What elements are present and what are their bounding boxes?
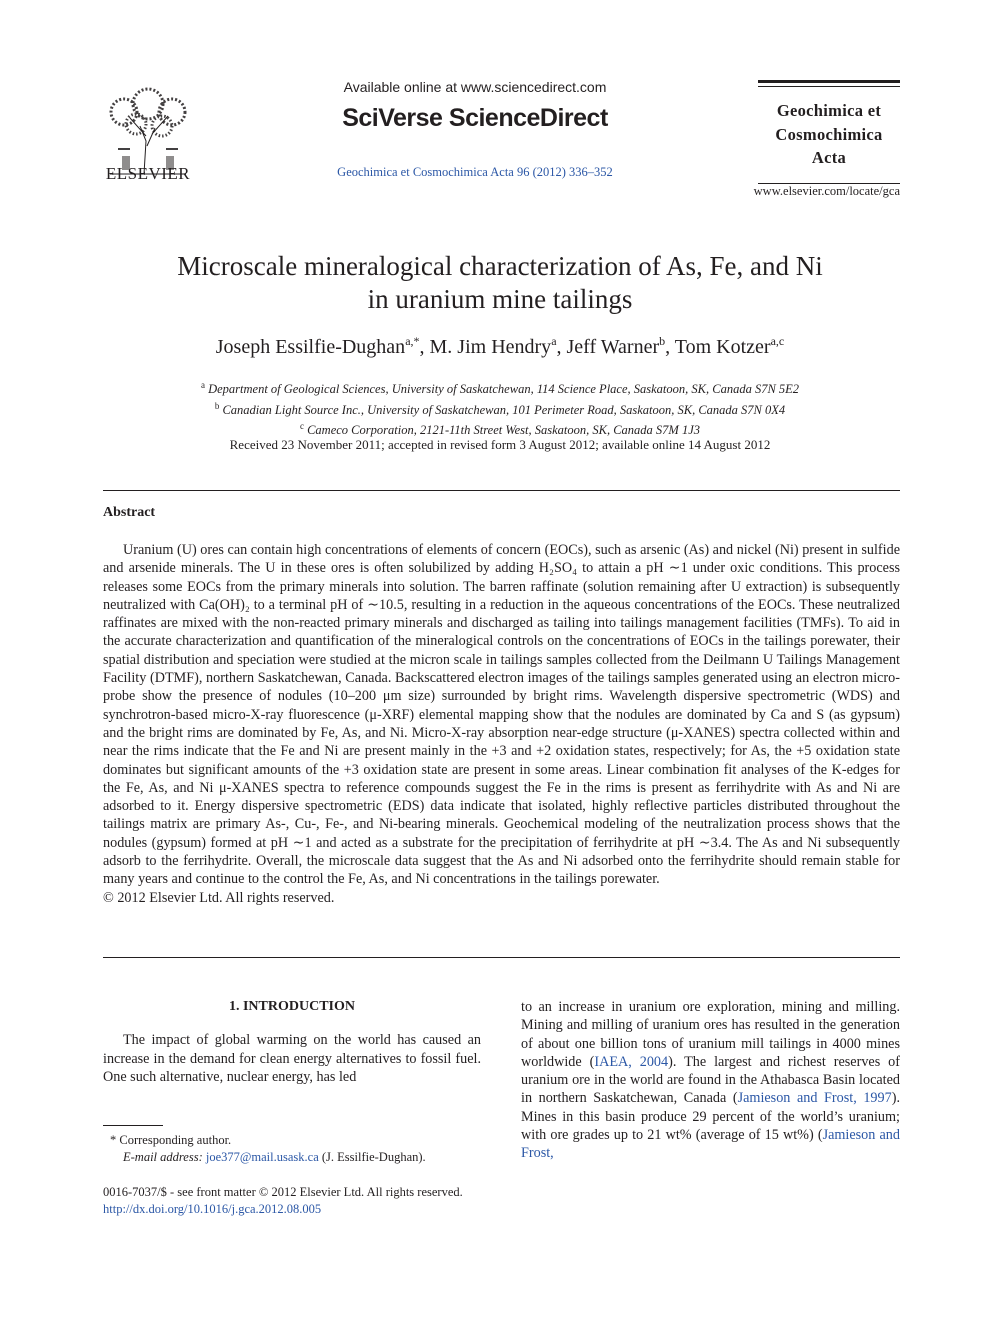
reference-link[interactable]: IAEA, 2004 [594, 1053, 669, 1070]
affiliation-marker: c [299, 421, 304, 432]
author-separator: , [419, 336, 430, 358]
journal-title-line: Acta [811, 148, 847, 167]
journal-title-box [758, 80, 900, 184]
abstract-body [103, 541, 900, 907]
sciverse-sciencedirect-logo: SciVerse ScienceDirect [342, 104, 608, 132]
journal-homepage-url[interactable]: www.elsevier.com/locate/gca [753, 184, 900, 198]
author-name: Tom Kotzer [674, 336, 771, 358]
affiliation-line [100, 398, 900, 419]
author-affiliation-marker[interactable]: a,* [405, 334, 420, 348]
issn-line: 0016-7037/$ - see front matter © 2012 Elsevier Ltd. All rights reserved. [103, 1185, 463, 1199]
author-affiliation-marker[interactable]: a,c [770, 334, 785, 348]
copyright-notice: © 2012 Elsevier Ltd. All rights reserved. [103, 889, 335, 906]
author-affiliation-marker[interactable]: b [659, 334, 666, 348]
title-line: in uranium mine tailings [367, 284, 633, 314]
right-column [521, 998, 900, 1163]
body-text: ). Mines in this basin produce 29 percent of the world’s uranium; with ore grades up to 21 wt% (average of 15 wt%) ( [521, 1090, 900, 1144]
affiliation-text: Cameco Corporation, 2121-11th Street West, Saskatoon, SK, Canada S7M 1J3 [307, 423, 701, 438]
title-line: Microscale mineralogical characterization of As, Fe, and Ni [177, 251, 823, 281]
abstract-text: Uranium (U) ores can contain high concentrations of elements of concern (EOCs), such as arsenic (As) and nickel (Ni) present in sulfide and arsenide minerals. The U in these ores is often solubilized by adding H₂SO₄ to attain a pH ∼1 under oxic conditions. This process releases some EOCs from the primary minerals into solution. The barren raffinate (solution remaining after U extraction) is subsequently neutralized with Ca(OH)₂ to a terminal pH of ∼10.5, resulting in a reduction in the aqueous concentrations of the EOCs. These neutralized raffinates are mixed with the non-reacted primary minerals and discharged as tailing into tailings management facilities (TMFs). To aid in the accurate characterization and quantification of the mineralogical controls on the concentrations of EOCs in the tailings porewater, their spatial distribution and speciation were studied at the micron scale in tailings samples collected from the Deilmann U Tailings Management Facility (DTMF), northern Saskatchewan, Canada. Backscattered electron images of the tailings samples generated using an electron microprobe show the presence of nodules (10–200 μm size) surrounded by bright rims. Wavelength dispersive spectrometric (WDS) and synchrotron-based micro-X-ray fluorescence (μ-XRF) elemental mapping show that the nodules are dominated by Ca and S (as gypsum) and the bright rims are dominated by Fe, As, and Ni. Micro-X-ray absorption near-edge structure (μ-XANES) spectra collected within and near the rims indicate that the Fe and Ni are present mainly in the +3 and +2 oxidation states, respectively; for As, the +5 oxidation state dominates but significant amounts of the +3 oxidation state are present in some areas. Linear combination fit analyses of the K-edges for the Fe, As, and Ni μ-XANES spectra to reference compounds suggest the Fe in the rims is present as ferrihydrite with As and Ni are adsorbed to it. Energy dispersive spectrometric (EDS) data indicate that isolated, highly reflective particles distributed throughout the tailings matrix are primary As-, Cu-, Fe-, and Ni-bearing minerals. Geochemical modeling of the neutralization process shows that the nodules (gypsum) formed at pH ∼1 and acted as a substrate for the precipitation of ferrihydrite at pH ∼3.4. The As and Ni subsequently adsorb to the ferrihydrite. Overall, the microscale data suggest that the As and Ni adsorbed onto the ferrihydrite should remain stable for many years and continue to the control the Fe, As, and Ni concentrations in the tailings porewater. [103, 542, 900, 888]
affiliation-text: Department of Geological Sciences, University of Saskatchewan, 114 Science Place, Saskatoon, SK, Canada S7N 5E2 [208, 382, 800, 397]
body-text: to an increase in uranium ore exploration, mining and milling. Mining and milling of uranium ores has resulted in the generation of about one billion tons of uranium mill tailings in 4000 mines worldwide ( [521, 999, 900, 1070]
author-name: Jeff Warner [566, 336, 660, 358]
author-name: Joseph Essilfie-Dughan [215, 336, 406, 358]
journal-citation-link[interactable]: Geochimica et Cosmochimica Acta 96 (2012) 336–352 [337, 165, 613, 179]
available-online-text: Available online at www.sciencedirect.com [343, 79, 607, 95]
email-line [103, 1149, 481, 1166]
divider [103, 490, 900, 491]
intro-paragraph-continued [521, 998, 900, 1163]
journal-title-line: Geochimica et [776, 101, 882, 120]
email-suffix: (J. Essilfie-Dughan). [318, 1149, 426, 1164]
elsevier-wordmark: ELSEVIER [105, 164, 191, 183]
affiliations [100, 377, 900, 439]
divider [103, 957, 900, 958]
affiliation-marker: b [214, 400, 220, 411]
section-heading-introduction: 1. INTRODUCTION [228, 999, 355, 1014]
affiliation-marker: a [200, 380, 205, 390]
affiliation-line [100, 377, 900, 398]
email-label: E-mail address: [123, 1149, 206, 1164]
author-separator: , [665, 336, 675, 358]
affiliation-text: Canadian Light Source Inc., University of Saskatchewan, 101 Perimeter Road, Saskatoon, SK, Canada S7N 0X4 [222, 402, 786, 417]
author-name: M. Jim Hendry [429, 336, 552, 358]
article-history-dates: Received 23 November 2011; accepted in revised form 3 August 2012; available online 14 August 2012 [229, 437, 771, 452]
email-link[interactable]: joe377@mail.usask.ca [205, 1149, 319, 1164]
author-separator: , [556, 336, 567, 358]
body-text: ). The largest and richest reserves of uranium ore in the world are found in the Athabasca Basin located in northern Saskatchewan, Canada ( [521, 1053, 900, 1107]
doi-link[interactable]: http://dx.doi.org/10.1016/j.gca.2012.08.005 [103, 1202, 322, 1216]
corresponding-author-note: * Corresponding author. [110, 1133, 232, 1147]
reference-link[interactable]: Jamieson and Frost, [521, 1127, 900, 1162]
journal-title-line: Cosmochimica [775, 124, 883, 144]
front-matter-info [103, 1184, 603, 1218]
intro-paragraph: The impact of global warming on the world has caused an increase in the demand for clean energy alternatives to fossil fuel. One such alternative, nuclear energy, has led [103, 1032, 481, 1085]
footnote-rule [103, 1125, 163, 1126]
affiliation-line [100, 418, 900, 439]
abstract-heading: Abstract [103, 505, 156, 520]
author-affiliation-marker[interactable]: a [551, 334, 557, 348]
article-title [100, 250, 900, 316]
reference-link[interactable]: Jamieson and Frost, 1997 [737, 1090, 892, 1107]
left-column [103, 998, 481, 1086]
footnote [103, 1132, 481, 1165]
author-list [100, 336, 900, 359]
